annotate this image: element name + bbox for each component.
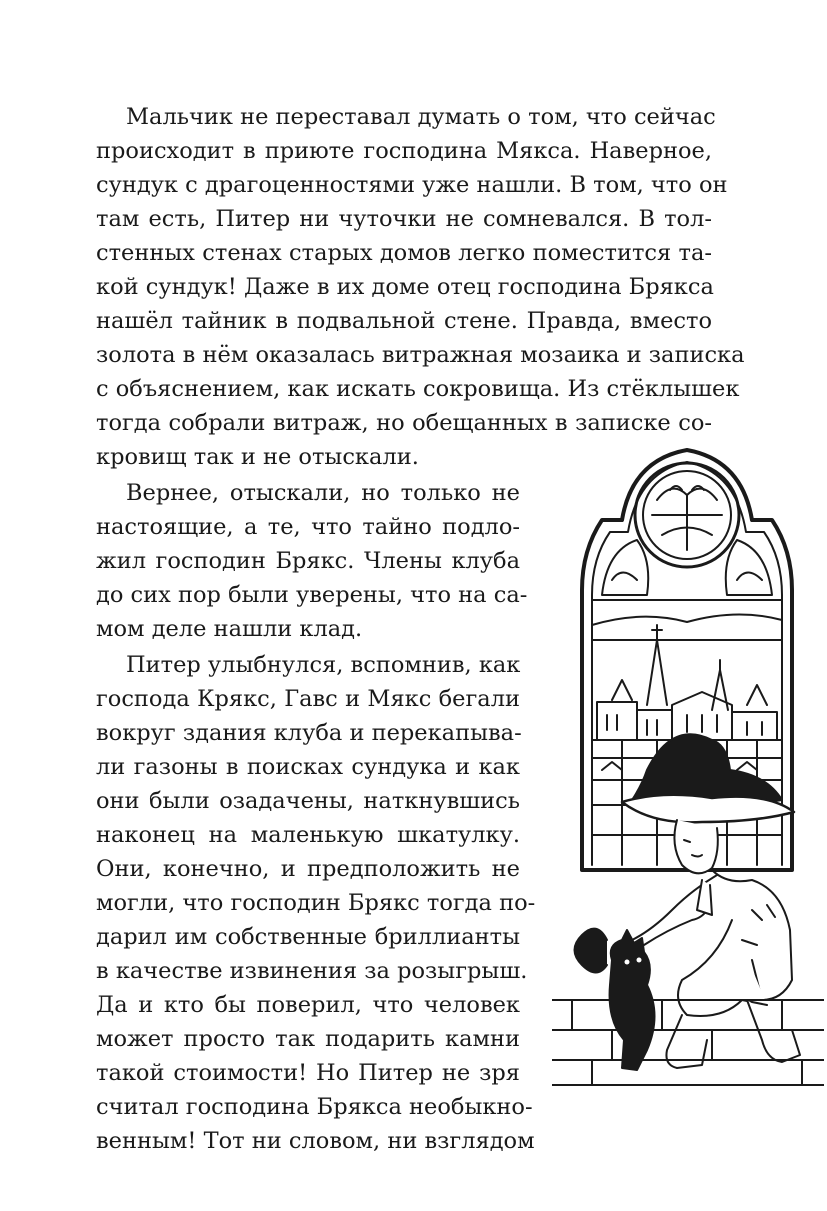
text-line: считал господина Брякса необыкно- xyxy=(96,1094,533,1120)
text-line: с объяснением, как искать сокровища. Из стёклышек xyxy=(96,376,740,402)
text-line: ли газоны в поисках сундука и как xyxy=(96,754,520,780)
text-line: венным! Тот ни словом, ни взглядом xyxy=(96,1128,535,1154)
text-line: нашёл тайник в подвальной стене. Правда, вместо xyxy=(96,308,712,334)
text-line: золота в нём оказалась витражная мозаика и записка xyxy=(96,342,745,368)
text-line: Мальчик не переставал думать о том, что сейчас xyxy=(126,104,716,130)
text-line: может просто так подарить камни xyxy=(96,1026,520,1052)
text-line: Вернее, отыскали, но только не xyxy=(126,480,520,506)
text-line: настоящие, а те, что тайно подло- xyxy=(96,514,520,540)
text-line: господа Крякс, Гавс и Мякс бегали xyxy=(96,686,520,712)
stained-glass-boy-cat-illustration xyxy=(552,440,824,1090)
text-line: наконец на маленькую шкатулку. xyxy=(96,822,520,848)
text-line: тогда собрали витраж, но обещанных в записке со- xyxy=(96,410,712,436)
text-line: до сих пор были уверены, что на са- xyxy=(96,582,528,608)
text-line: вокруг здания клуба и перекапыва- xyxy=(96,720,522,746)
text-line: такой стоимости! Но Питер не зря xyxy=(96,1060,520,1086)
text-line: могли, что господин Брякс тогда по- xyxy=(96,890,536,916)
text-line: кровищ так и не отыскали. xyxy=(96,444,419,470)
text-line: кой сундук! Даже в их доме отец господина Брякса xyxy=(96,274,714,300)
text-line: стенных стенах старых домов легко поместится та- xyxy=(96,240,712,266)
text-line: в качестве извинения за розыгрыш. xyxy=(96,958,528,984)
text-line: Питер улыбнулся, вспомнив, как xyxy=(126,652,521,678)
text-line: жил господин Брякс. Члены клуба xyxy=(96,548,520,574)
text-line: происходит в приюте господина Мякса. Наверное, xyxy=(96,138,712,164)
text-line: мом деле нашли клад. xyxy=(96,616,363,642)
text-line: там есть, Питер ни чуточки не сомневался. В тол- xyxy=(96,206,712,232)
text-line: дарил им собственные бриллианты xyxy=(96,924,520,950)
text-line: они были озадачены, наткнувшись xyxy=(96,788,520,814)
text-line: Они, конечно, и предположить не xyxy=(96,856,520,882)
text-line: сундук с драгоценностями уже нашли. В том, что он xyxy=(96,172,728,198)
text-line: Да и кто бы поверил, что человек xyxy=(96,992,520,1018)
